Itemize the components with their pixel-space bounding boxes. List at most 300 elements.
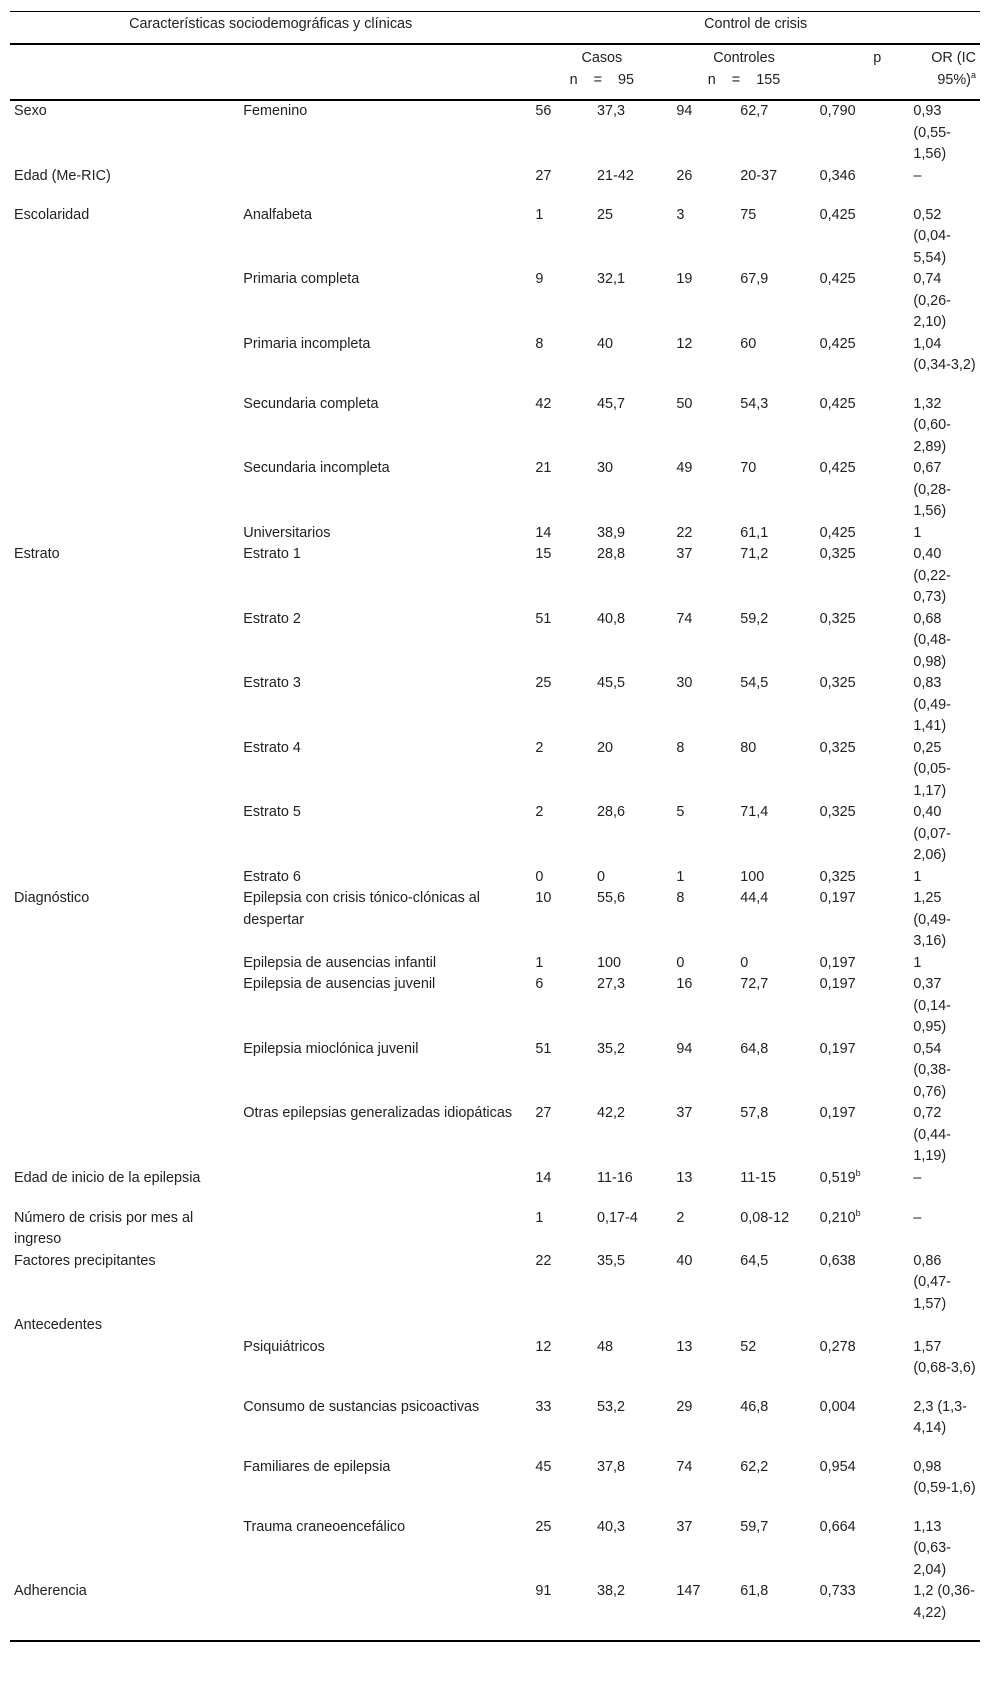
- p-value-cell: [816, 1208, 910, 1251]
- cases-n-cell: 6: [535, 976, 544, 992]
- p-value: 0,325: [819, 610, 856, 627]
- category-cell: [239, 1208, 531, 1251]
- characteristic-cell: Antecedentes: [14, 1317, 103, 1333]
- p-value: 0,425: [819, 524, 856, 541]
- cases-n-cell: 15: [535, 546, 552, 562]
- characteristic-cell: Factores precipitantes: [14, 1252, 156, 1269]
- category-cell: Universitarios: [243, 524, 331, 541]
- table-body: [10, 100, 980, 1641]
- controls-pct-cell: 52: [740, 1338, 757, 1355]
- cases-n-cell: 27: [535, 167, 552, 184]
- category-cell: Familiares de epilepsia: [243, 1458, 391, 1475]
- cases-n-cell: 2: [535, 739, 544, 756]
- odds-ratio-cell: 1: [913, 954, 922, 971]
- cases-n-cell: 21: [535, 460, 552, 476]
- header-or-line2: 95%): [937, 71, 971, 88]
- p-value: 0,425: [819, 206, 856, 223]
- p-value: 0,197: [819, 1105, 856, 1121]
- p-value: 0,325: [819, 868, 856, 885]
- cases-n-cell: 45: [535, 1458, 552, 1475]
- characteristic-cell: [10, 334, 239, 394]
- p-value-footnote: b: [855, 1167, 861, 1178]
- controls-pct-cell: 71,2: [740, 546, 769, 562]
- p-value: 0,425: [819, 271, 856, 287]
- controls-n-cell: 30: [676, 675, 693, 691]
- characteristic-cell: [10, 738, 239, 803]
- cases-n-cell: 12: [535, 1338, 552, 1355]
- p-value: 0,197: [819, 1040, 856, 1057]
- cases-pct-cell: 37,3: [597, 103, 626, 119]
- controls-pct-cell: 61,8: [736, 1581, 815, 1641]
- characteristic-cell: [10, 1397, 239, 1457]
- table-row: [10, 609, 980, 674]
- odds-ratio-cell: 0,74 (0,26-2,10): [913, 271, 951, 330]
- odds-ratio-cell: 1,13 (0,63-2,04): [913, 1518, 951, 1578]
- controls-pct-cell: 67,9: [740, 271, 769, 287]
- odds-ratio-cell: 0,68 (0,48-0,98): [913, 610, 951, 670]
- cases-n-cell: 14: [535, 1169, 552, 1186]
- category-cell: Estrato 5: [243, 804, 301, 820]
- cases-n-cell: 25: [535, 1518, 552, 1535]
- table-row: [10, 1208, 980, 1251]
- p-value: 0,004: [819, 1398, 856, 1415]
- cases-pct-cell: 27,3: [597, 976, 626, 992]
- p-value-cell: [816, 458, 910, 523]
- p-value-cell: [816, 100, 910, 166]
- cases-pct-cell: 30: [597, 460, 614, 476]
- p-value-cell: [816, 334, 910, 394]
- controls-n-cell: 13: [676, 1169, 693, 1186]
- table-row: [10, 205, 980, 270]
- header-controles-n: n = 155: [707, 71, 781, 88]
- p-value: 0,733: [819, 1583, 856, 1599]
- table-row: [10, 867, 980, 889]
- header-or: [909, 44, 980, 100]
- category-cell: Consumo de sustancias psicoactivas: [243, 1398, 480, 1415]
- header-p: p: [816, 44, 910, 100]
- p-value-cell: [816, 1581, 910, 1641]
- characteristic-cell: Número de crisis por mes al ingreso: [14, 1209, 194, 1247]
- p-value-cell: [816, 1337, 910, 1397]
- odds-ratio-cell: 1: [913, 524, 922, 541]
- table-row: [10, 458, 980, 523]
- category-cell: Estrato 4: [243, 739, 301, 756]
- controls-n-cell: 94: [676, 1040, 693, 1057]
- cases-n-cell: 56: [535, 103, 552, 119]
- controls-n-cell: 8: [676, 890, 685, 906]
- characteristic-cell: [10, 269, 239, 334]
- odds-ratio-cell: 0,86 (0,47-1,57): [913, 1252, 951, 1312]
- category-cell: Otras epilepsias generalizadas idiopáticas: [243, 1105, 513, 1121]
- characteristic-cell: [10, 673, 239, 738]
- controls-pct-cell: [736, 1315, 815, 1337]
- controls-pct-cell: 54,5: [740, 675, 769, 691]
- controls-pct-cell: 20-37: [740, 167, 778, 184]
- header-casos-n: n = 95: [569, 71, 635, 88]
- characteristic-cell: Edad de inicio de la epilepsia: [14, 1169, 201, 1186]
- p-value-cell: [816, 523, 910, 545]
- cases-pct-cell: 21-42: [597, 167, 634, 184]
- controls-pct-cell: 44,4: [740, 890, 769, 906]
- controls-pct-cell: 70: [740, 460, 757, 476]
- header-characteristics: Características sociodemográficas y clínicas: [10, 12, 531, 45]
- odds-ratio-cell: 1: [913, 868, 922, 885]
- cases-n-cell: 27: [535, 1105, 552, 1121]
- controls-n-cell: 37: [676, 1518, 693, 1535]
- cases-n-cell: 14: [535, 524, 552, 541]
- category-cell: Femenino: [243, 103, 308, 119]
- characteristic-cell: [10, 1337, 239, 1397]
- p-value-cell: [816, 394, 910, 459]
- odds-ratio-cell: 0,40 (0,22-0,73): [913, 546, 951, 605]
- table-row: [10, 1251, 980, 1316]
- category-cell: Epilepsia de ausencias infantil: [243, 954, 437, 971]
- category-cell: Estrato 3: [243, 675, 301, 691]
- cases-n-cell: 33: [535, 1398, 552, 1415]
- category-cell: [239, 1168, 531, 1208]
- cases-n-cell: 25: [535, 675, 552, 691]
- cases-pct-cell: 45,5: [597, 675, 626, 691]
- category-cell: Estrato 2: [243, 610, 301, 627]
- table-row: [10, 1337, 980, 1397]
- category-cell: Primaria incompleta: [243, 335, 371, 352]
- p-value: 0,197: [819, 976, 856, 992]
- controls-n-cell: 94: [676, 103, 693, 119]
- p-value-cell: [816, 802, 910, 867]
- table-row: [10, 738, 980, 803]
- p-value: 0,197: [819, 954, 856, 971]
- cases-pct-cell: 0: [597, 868, 606, 885]
- odds-ratio-cell: 0,72 (0,44-1,19): [913, 1105, 951, 1164]
- characteristic-cell: [10, 953, 239, 975]
- characteristic-cell: [10, 867, 239, 889]
- p-value-cell: [816, 1103, 910, 1168]
- cases-pct-cell: 48: [597, 1338, 614, 1355]
- cases-pct-cell: 32,1: [597, 271, 626, 287]
- cases-n-cell: 51: [535, 610, 552, 627]
- p-value-cell: [816, 867, 910, 889]
- characteristic-cell: Estrato: [14, 546, 60, 562]
- characteristic-cell: Adherencia: [10, 1581, 239, 1641]
- cases-pct-cell: 38,2: [593, 1581, 672, 1641]
- controls-n-cell: 22: [676, 524, 693, 541]
- controls-pct-cell: 0: [740, 954, 749, 971]
- cases-n-cell: 8: [535, 335, 544, 352]
- p-value: 0,325: [819, 546, 856, 562]
- controls-n-cell: [672, 1315, 736, 1337]
- odds-ratio-cell: 0,52 (0,04-5,54): [913, 206, 951, 266]
- table-row: [10, 888, 980, 953]
- odds-ratio-cell: 1,2 (0,36-4,22): [909, 1581, 980, 1641]
- p-value-cell: [816, 1039, 910, 1104]
- characteristic-cell: Escolaridad: [14, 206, 90, 223]
- controls-n-cell: 0: [676, 954, 685, 971]
- table-row: [10, 1103, 980, 1168]
- table-row: [10, 1581, 980, 1641]
- odds-ratio-cell: 2,3 (1,3-4,14): [913, 1398, 967, 1436]
- controls-pct-cell: 62,7: [740, 103, 769, 119]
- characteristic-cell: [10, 974, 239, 1039]
- category-cell: Estrato 6: [243, 868, 301, 885]
- cases-n-cell: 1: [535, 206, 544, 223]
- controls-pct-cell: 80: [740, 739, 757, 756]
- controls-n-cell: 16: [676, 976, 693, 992]
- odds-ratio-cell: 0,40 (0,07-2,06): [913, 804, 951, 863]
- controls-pct-cell: 100: [740, 868, 765, 885]
- table-row: [10, 974, 980, 1039]
- cases-pct-cell: 28,6: [597, 804, 626, 820]
- p-value: 0,325: [819, 739, 856, 756]
- controls-n-cell: 5: [676, 804, 685, 820]
- header-controles: [672, 44, 815, 100]
- p-value-cell: [816, 1168, 910, 1208]
- header-casos: [531, 44, 672, 100]
- p-value-cell: [816, 205, 910, 270]
- p-value: 0,425: [819, 335, 856, 352]
- odds-ratio-cell: 1,25 (0,49-3,16): [913, 890, 951, 949]
- odds-ratio-cell: 1,57 (0,68-3,6): [913, 1338, 976, 1376]
- p-value: 0,638: [819, 1252, 856, 1269]
- header-casos-label: Casos: [581, 50, 623, 66]
- controls-pct-cell: 62,2: [740, 1458, 769, 1475]
- odds-ratio-cell: –: [913, 167, 922, 184]
- table-row: [10, 1517, 980, 1582]
- p-value: 0,210: [819, 1209, 856, 1226]
- table-row: [10, 1315, 980, 1337]
- characteristic-cell: Edad (Me-RIC): [14, 167, 111, 184]
- controls-n-cell: 13: [676, 1338, 693, 1355]
- odds-ratio-cell: [909, 1315, 980, 1337]
- controls-pct-cell: 46,8: [740, 1398, 769, 1415]
- controls-n-cell: 37: [676, 546, 693, 562]
- table-row: [10, 673, 980, 738]
- controls-n-cell: 50: [676, 395, 693, 412]
- controls-pct-cell: 64,8: [740, 1040, 769, 1057]
- table-row: [10, 100, 980, 166]
- table-row: [10, 334, 980, 394]
- cases-pct-cell: 40,8: [597, 610, 626, 627]
- controls-n-cell: 8: [676, 739, 685, 756]
- odds-ratio-cell: 0,37 (0,14-0,95): [913, 976, 951, 1035]
- odds-ratio-cell: 0,25 (0,05-1,17): [913, 739, 951, 799]
- category-cell: [239, 166, 531, 205]
- characteristic-cell: [10, 458, 239, 523]
- header-blank: [10, 44, 239, 100]
- controls-pct-cell: 75: [740, 206, 757, 223]
- table-row: [10, 1397, 980, 1457]
- characteristic-cell: [10, 394, 239, 459]
- odds-ratio-cell: 1,04 (0,34-3,2): [913, 335, 976, 373]
- data-table: [10, 11, 980, 1642]
- table-row: [10, 802, 980, 867]
- cases-pct-cell: 35,2: [597, 1040, 626, 1057]
- controls-n-cell: 147: [672, 1581, 736, 1641]
- controls-n-cell: 2: [676, 1209, 685, 1226]
- cases-pct-cell: 20: [597, 739, 614, 756]
- cases-pct-cell: 55,6: [597, 890, 626, 906]
- header-or-line1: OR (IC: [931, 50, 976, 66]
- cases-pct-cell: [593, 1315, 672, 1337]
- p-value-cell: [816, 1517, 910, 1582]
- category-cell: [239, 1251, 531, 1316]
- p-value-cell: [816, 888, 910, 953]
- odds-ratio-cell: 0,93 (0,55-1,56): [913, 103, 951, 162]
- cases-n-cell: 42: [535, 395, 552, 412]
- category-cell: Estrato 1: [243, 546, 301, 562]
- table-row: [10, 1039, 980, 1104]
- controls-pct-cell: 71,4: [740, 804, 769, 820]
- cases-n-cell: 2: [535, 804, 544, 820]
- p-value-cell: [816, 1397, 910, 1457]
- cases-n-cell: 91: [531, 1581, 593, 1641]
- p-value-cell: [816, 544, 910, 609]
- p-value-cell: [816, 1457, 910, 1517]
- p-value: 0,325: [819, 675, 856, 691]
- odds-ratio-cell: 0,67 (0,28-1,56): [913, 460, 951, 519]
- controls-n-cell: 3: [676, 206, 685, 223]
- cases-n-cell: 22: [535, 1252, 552, 1269]
- controls-pct-cell: 60: [740, 335, 757, 352]
- controls-n-cell: 49: [676, 460, 693, 476]
- header-blank: [239, 44, 531, 100]
- table-row: [10, 1457, 980, 1517]
- table-row: [10, 544, 980, 609]
- cases-pct-cell: 40: [597, 335, 614, 352]
- p-value: 0,278: [819, 1338, 856, 1355]
- p-value: 0,346: [819, 167, 856, 184]
- header-crisis-control: Control de crisis: [531, 12, 980, 45]
- table-row: [10, 269, 980, 334]
- characteristic-cell: [10, 1517, 239, 1582]
- cases-n-cell: 0: [535, 868, 544, 885]
- header-row-top: [10, 12, 980, 45]
- controls-pct-cell: 72,7: [740, 976, 769, 992]
- cases-pct-cell: 25: [597, 206, 614, 223]
- controls-pct-cell: 59,2: [740, 610, 769, 627]
- cases-pct-cell: 100: [597, 954, 622, 971]
- p-value-cell: [816, 738, 910, 803]
- cases-pct-cell: 45,7: [597, 395, 626, 412]
- cases-pct-cell: 28,8: [597, 546, 626, 562]
- controls-pct-cell: 59,7: [740, 1518, 769, 1535]
- characteristic-cell: [10, 609, 239, 674]
- category-cell: Secundaria incompleta: [243, 460, 390, 476]
- p-value-cell: [816, 166, 910, 205]
- odds-ratio-cell: 1,32 (0,60-2,89): [913, 395, 951, 455]
- table-row: [10, 953, 980, 975]
- header-controles-label: Controles: [713, 50, 775, 66]
- category-cell: Primaria completa: [243, 271, 360, 287]
- p-value-cell: [816, 974, 910, 1039]
- odds-ratio-cell: –: [913, 1209, 922, 1226]
- controls-pct-cell: 64,5: [740, 1252, 769, 1269]
- p-value: 0,425: [819, 395, 856, 412]
- odds-ratio-cell: 0,98 (0,59-1,6): [913, 1458, 976, 1496]
- p-value: 0,325: [819, 804, 856, 820]
- cases-n-cell: 1: [535, 1209, 544, 1226]
- cases-pct-cell: 53,2: [597, 1398, 626, 1415]
- p-value: 0,954: [819, 1458, 856, 1475]
- controls-n-cell: 26: [676, 167, 693, 184]
- cases-n-cell: [531, 1315, 593, 1337]
- characteristic-cell: Diagnóstico: [14, 890, 90, 906]
- table-row: [10, 1168, 980, 1208]
- p-value-cell: [816, 673, 910, 738]
- controls-n-cell: 12: [676, 335, 693, 352]
- category-cell: Secundaria completa: [243, 395, 379, 412]
- cases-pct-cell: 11-16: [597, 1169, 633, 1186]
- characteristic-cell: Sexo: [14, 103, 47, 119]
- category-cell: [239, 1581, 531, 1641]
- controls-n-cell: 74: [676, 610, 693, 627]
- controls-pct-cell: 61,1: [740, 524, 769, 541]
- cases-n-cell: 10: [535, 890, 552, 906]
- characteristic-cell: [10, 523, 239, 545]
- controls-n-cell: 37: [676, 1105, 693, 1121]
- cases-pct-cell: 0,17-4: [597, 1209, 638, 1226]
- header-row-sub: [10, 44, 980, 100]
- odds-ratio-cell: –: [913, 1169, 922, 1186]
- p-value-footnote: b: [855, 1207, 861, 1218]
- p-value: 0,519: [819, 1169, 856, 1186]
- controls-n-cell: 1: [676, 868, 685, 885]
- controls-pct-cell: 0,08-12: [740, 1209, 790, 1226]
- p-value-cell: [816, 609, 910, 674]
- odds-ratio-cell: 0,83 (0,49-1,41): [913, 675, 951, 734]
- p-value: 0,197: [819, 890, 856, 906]
- p-value-cell: [816, 953, 910, 975]
- p-value-cell: [816, 269, 910, 334]
- category-cell: Epilepsia con crisis tónico-clónicas al despertar: [243, 890, 480, 928]
- controls-n-cell: 19: [676, 271, 693, 287]
- category-cell: Epilepsia mioclónica juvenil: [243, 1040, 419, 1057]
- cases-pct-cell: 37,8: [597, 1458, 626, 1475]
- odds-ratio-cell: 0,54 (0,38-0,76): [913, 1040, 951, 1100]
- category-cell: [239, 1315, 531, 1337]
- cases-pct-cell: 40,3: [597, 1518, 626, 1535]
- controls-pct-cell: 57,8: [740, 1105, 769, 1121]
- cases-pct-cell: 42,2: [597, 1105, 626, 1121]
- p-value: 0,664: [819, 1518, 856, 1535]
- category-cell: Psiquiátricos: [243, 1338, 325, 1355]
- header-or-footnote: a: [970, 69, 976, 80]
- characteristic-cell: [10, 1457, 239, 1517]
- cases-n-cell: 9: [535, 271, 544, 287]
- category-cell: Epilepsia de ausencias juvenil: [243, 976, 436, 992]
- characteristic-cell: [10, 1103, 239, 1168]
- controls-n-cell: 40: [676, 1252, 693, 1269]
- controls-pct-cell: 11-15: [740, 1169, 777, 1186]
- p-value: 0,790: [819, 103, 856, 119]
- cases-pct-cell: 35,5: [597, 1252, 626, 1269]
- p-value: 0,425: [819, 460, 856, 476]
- category-cell: Trauma craneoencefálico: [243, 1518, 406, 1535]
- controls-n-cell: 74: [676, 1458, 693, 1475]
- category-cell: Analfabeta: [243, 206, 313, 223]
- characteristic-cell: [10, 1039, 239, 1104]
- table-row: [10, 523, 980, 545]
- table-row: [10, 394, 980, 459]
- cases-n-cell: 51: [535, 1040, 552, 1057]
- table-row: [10, 166, 980, 205]
- controls-pct-cell: 54,3: [740, 395, 769, 412]
- controls-n-cell: 29: [676, 1398, 693, 1415]
- p-value-cell: [816, 1315, 910, 1337]
- p-value-cell: [816, 1251, 910, 1316]
- characteristic-cell: [10, 802, 239, 867]
- cases-n-cell: 1: [535, 954, 544, 971]
- cases-pct-cell: 38,9: [597, 524, 626, 541]
